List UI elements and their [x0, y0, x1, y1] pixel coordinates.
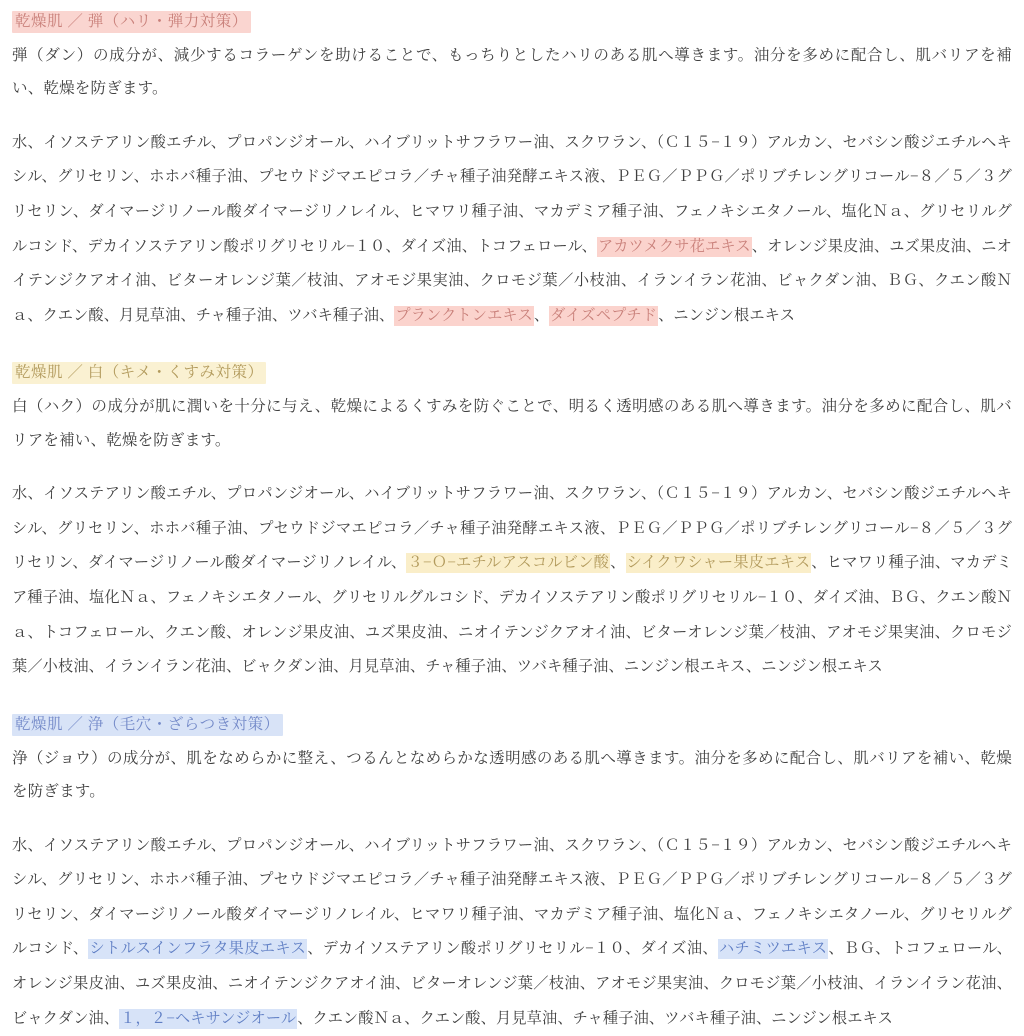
ingredient-list-jou: [12, 829, 1012, 1036]
highlighted-ingredient: プランクトンエキス: [395, 306, 533, 324]
highlighted-ingredient: シトルスインフラタ果皮エキス: [89, 940, 307, 958]
section-dan: [12, 12, 1012, 333]
section-heading-jou: [12, 715, 1012, 736]
ingredient-list-dan: [12, 126, 1012, 334]
highlighted-ingredient: ハチミツエキス: [718, 940, 828, 958]
highlighted-ingredient: １，２−ヘキサンジオール: [120, 1009, 297, 1027]
section-heading-haku-label: 乾燥肌 ／ 白（キメ・くすみ対策）: [12, 362, 266, 384]
ingredient-text: 、ヒマワリ種子油、マカデミア種子油、塩化Ｎａ、フェノキシエタノール、グリセリルグルコシド、デカイソステアリン酸ポリグリセリル−１０、ダイズ油、ＢＧ、クエン酸Ｎａ、トコフェロール、クエン酸、オレンジ果皮油、ユズ果皮油、ニオイテンジクアオイ油、ビターオレンジ葉／枝油、アオモジ果実油、クロモジ葉／小枝油、イランイラン花油、ビャクダン油、月見草油、チャ種子油、ツバキ種子油、ニンジン根エキス、ニンジン根エキス: [12, 554, 1012, 676]
spacer: [12, 809, 1012, 829]
section-description-dan: 弾（ダン）の成分が、減少するコラーゲンを助けることで、もっちりとしたハリのある肌へ導きます。油分を多めに配合し、肌バリアを補い、乾燥を防ぎます。: [12, 46, 1012, 98]
section-heading-dan-label: 乾燥肌 ／ 弾（ハリ・弾力対策）: [12, 11, 251, 33]
ingredient-text: 水、イソステアリン酸エチル、プロパンジオール、ハイブリットサフラワー油、スクワラン、（Ｃ１５−１９）アルカン、セバシン酸ジエチルヘキシル、グリセリン、ホホバ種子油、プセウドジマエピコラ／チャ種子油発酵エキス液、ＰＥＧ／ＰＰＧ／ポリブチレングリコール−８／５／３グリセリン、ダイマージリノール酸ダイマージリノレイル、ヒマワリ種子油、マカデミア種子油、塩化Ｎａ、フェノキシエタノール、グリセリルグルコシド、: [12, 836, 1012, 958]
section-heading-jou-label: 乾燥肌 ／ 浄（毛穴・ざらつき対策）: [12, 714, 283, 736]
ingredient-text: 、オレンジ果皮油、ユズ果皮油、ニオイテンジクアオイ油、ビターオレンジ葉／枝油、アオモジ果実油、クロモジ葉／小枝油、イランイラン花油、ビャクダン油、ＢＧ、クエン酸Ｎａ、クエン酸、月見草油、チャ種子油、ツバキ種子油、: [12, 237, 1013, 324]
spacer: [12, 106, 1012, 126]
ingredient-text: 、クエン酸Ｎａ、クエン酸、月見草油、チャ種子油、ツバキ種子油、ニンジン根エキス: [297, 1009, 893, 1027]
ingredient-list-haku: [12, 477, 1012, 685]
section-haku: [12, 363, 1012, 684]
section-jou: [12, 715, 1012, 1036]
highlighted-ingredient: ダイズペプチド: [550, 306, 658, 324]
highlighted-ingredient: アカツメクサ花エキス: [598, 237, 751, 255]
ingredient-text: 水、イソステアリン酸エチル、プロパンジオール、ハイブリットサフラワー油、スクワラン、（Ｃ１５−１９）アルカン、セバシン酸ジエチルヘキシル、グリセリン、ホホバ種子油、プセウドジマエピコラ／チャ種子油発酵エキス液、ＰＥＧ／ＰＰＧ／ポリブチレングリコール−８／５／３グリセリン、ダイマージリノール酸ダイマージリノレイル、ヒマワリ種子油、マカデミア種子油、フェノキシエタノール、塩化Ｎａ、グリセリルグルコシド、デカイソステアリン酸ポリグリセリル−１０、ダイズ油、トコフェロール、: [12, 133, 1012, 255]
section-heading-haku: [12, 363, 1012, 384]
ingredient-text: 、ＢＧ、トコフェロール、オレンジ果皮油、ユズ果皮油、ニオイテンジクアオイ油、ビターオレンジ葉／枝油、アオモジ果実油、クロモジ葉／小枝油、イランイラン花油、ビャクダン油、: [12, 940, 1012, 1027]
section-heading-dan: [12, 12, 1012, 33]
ingredient-text: 、デカイソステアリン酸ポリグリセリル−１０、ダイズ油、: [307, 940, 718, 958]
highlighted-ingredient: シイクワシャー果皮エキス: [626, 554, 811, 572]
ingredient-text: 、: [610, 554, 626, 572]
ingredient-text: 、ニンジン根エキス: [658, 306, 796, 324]
highlighted-ingredient: ３−Ｏ−エチルアスコルビン酸: [407, 554, 610, 572]
section-description-haku: 白（ハク）の成分が肌に潤いを十分に与え、乾燥によるくすみを防ぐことで、明るく透明感のある肌へ導きます。油分を多めに配合し、肌バリアを補い、乾燥を防ぎます。: [12, 398, 1012, 449]
spacer: [12, 457, 1012, 477]
ingredient-text: 水、イソステアリン酸エチル、プロパンジオール、ハイブリットサフラワー油、スクワラン、（Ｃ１５−１９）アルカン、セバシン酸ジエチルヘキシル、グリセリン、ホホバ種子油、プセウドジマエピコラ／チャ種子油発酵エキス液、ＰＥＧ／ＰＰＧ／ポリブチレングリコール−８／５／３グリセリン、ダイマージリノール酸ダイマージリノレイル、: [12, 485, 1012, 572]
ingredient-text: 、: [533, 306, 550, 324]
section-description-jou: 浄（ジョウ）の成分が、肌をなめらかに整え、つるんとなめらかな透明感のある肌へ導きます。油分を多めに配合し、肌バリアを補い、乾燥を防ぎます。: [12, 749, 1012, 801]
